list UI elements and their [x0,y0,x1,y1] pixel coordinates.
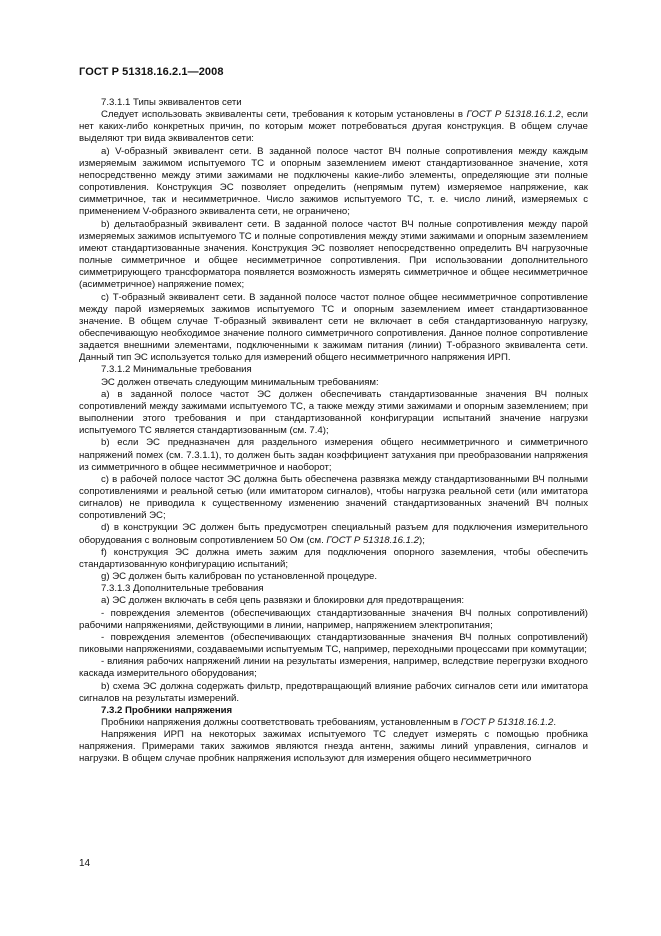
paragraph [79,717,588,729]
standard-reference: ГОСТ Р 51318.16.1.2 [460,716,554,728]
paragraph [79,474,588,523]
paragraph [79,595,588,607]
paragraph [79,109,588,145]
paragraph [79,571,588,583]
paragraph-text: b) схема ЭС должна содержать фильтр, предотвращающий влияние рабочих сигналов сети или имитатора сигналов на результаты измерений. [79,680,588,704]
paragraph-text: a) в заданной полосе частот ЭС должен обеспечивать стандартизованные значения ВЧ полных сопротивлений между зажимами испытуемого ТС, а также между этими зажимами и опорным заземлением; при выполнении этого требования и при стандартизованной конфигурации испытаний значение нагрузки испытуемого ТС является стандартизованным (см. 7.4); [79,388,588,437]
paragraph-text: - повреждения элементов (обеспечивающих стандартизованные значения ВЧ полных сопротивлений) рабочими напряжениями, действующими в линии, например, напряжением электропитания; [79,607,588,631]
paragraph [79,681,588,705]
paragraph [79,437,588,473]
standard-reference: ГОСТ Р 51318.16.1.2 [466,109,561,121]
paragraph-text: b) дельтаобразный эквивалент сети. В заданной полосе частот ВЧ полные сопротивления между парой измеряемых зажимов испытуемого ТС и полные сопротивления между этими зажимами и опорным заземлением имеют стандартизованные значения. Конструкция ЭС позволяет непосредственно определить ВЧ нагрузочные полные симметричное и общее несимметричное сопротивления. При использовании дополнительного симметрирующего трансформатора появляется возможность измерять симметричное и общее несимметричное (асимметричное) напряжение помех; [79,218,588,291]
paragraph [79,377,588,389]
paragraph-text: - влияния рабочих напряжений линии на результаты измерения, например, вследствие перегрузки входного каскада измерительного оборудования; [79,656,588,680]
paragraph [79,729,588,765]
paragraph-text: 7.3.2 Пробники напряжения [101,704,233,716]
paragraph-text: , если нет каких-либо конкретных причин, по которым может потребоваться другая конструкция. В общем случае выделяют три вида эквивалентов сети: [79,109,588,145]
paragraph [79,97,588,109]
paragraph [79,656,588,680]
page-number: 14 [79,858,91,869]
paragraph [79,705,588,717]
paragraph-text: g) ЭС должен быть калиброван по установленной процедуре. [101,571,378,583]
paragraph-text: ); [419,534,425,546]
standard-reference: ГОСТ Р 51318.16.1.2 [326,534,419,546]
paragraph [79,547,588,571]
paragraph [79,389,588,438]
paragraph-text: . [553,716,557,728]
paragraph-text: 7.3.1.3 Дополнительные требования [101,583,264,595]
paragraph [79,292,588,365]
paragraph-text: - повреждения элементов (обеспечивающих стандартизованные значения ВЧ полных сопротивлений) пиковыми напряжениями, создаваемыми испытуемым ТС, например, переходными процессами при коммутации; [79,631,588,656]
paragraph-text: 7.3.1.2 Минимальные требования [101,364,252,376]
paragraph-text: Следует использовать эквиваленты сети, требования к которым установлены в [101,109,467,121]
paragraph-text: a) ЭС должен включать в себя цепь развязки и блокировки для предотвращения: [101,595,465,607]
paragraph-text: f) конструкция ЭС должна иметь зажим для подключения опорного заземления, чтобы обеспечить стандартизованную конфигурацию испытаний; [79,546,588,570]
paragraph [79,522,588,546]
paragraph [79,608,588,632]
paragraph-text: 7.3.1.1 Типы эквивалентов сети [101,97,242,108]
paragraph [79,364,588,376]
paragraph-text: c) Т-образный эквивалент сети. В заданной полосе частот полное общее несимметричное сопротивление между парой измеряемых зажимов испытуемого ТС и опорным заземлением имеет стандартизованное значение. В общем случае Т-образный эквивалент сети не включает в себя стандартизованную нагрузку, обеспечивающую необходимое значение полного симметричного сопротивления. Данное полное сопротивление задается внешними элементами, подключенными к зажимам питания (линии) Т-образного эквивалента сети. Данный тип ЭС используется только для измерений общего несимметричного напряжения ИРП. [79,291,588,364]
document-header: ГОСТ Р 51318.16.2.1—2008 [79,66,224,78]
paragraph-text: Пробники напряжения должны соответствовать требованиям, установленным в [101,716,461,728]
paragraph-text: c) в рабочей полосе частот ЭС должна быть обеспечена развязка между стандартизованными ВЧ полными сопротивлениями и реальной сетью (или имитатором сигналов), чтобы нагрузка реальной сети (или имитатора сигналов) не приводила к существенному изменению значений стандартизованных значений ВЧ полных сопротивлений ЭС; [79,473,588,522]
paragraph [79,632,588,656]
paragraph-text: b) если ЭС предназначен для раздельного измерения общего несимметричного и симметричного напряжений помех (см. 7.3.1.1), то должен быть задан коэффициент затухания при преобразовании напряжения из симметричного в общее несимметричное и наоборот; [79,437,588,473]
paragraph-text: ЭС должен отвечать следующим минимальным требованиям: [101,376,379,388]
paragraph [79,219,588,292]
paragraph [79,583,588,595]
paragraph-text: a) V-образный эквивалент сети. В заданной полосе частот ВЧ полные сопротивления между каждым измеряемым зажимом испытуемого ТС и опорным заземлением имеют стандартизованное значение, хотя непосредственно между этими зажимами не подключены какие-либо элементы, определяющие эти полные сопротивления. Конструкция ЭС позволяет определить (непрямым путем) измеряемое напряжение, как симметричное, так и несимметричное. Число зажимов испытуемого ТС, т. е. число линий, измеряемых с применением V-образного эквивалента сети, не ограничено; [79,145,588,218]
paragraph-text: d) в конструкции ЭС должен быть предусмотрен специальный разъем для подключения измерительного оборудования с волновым сопротивлением 50 Ом (см. [79,522,588,546]
document-body [79,97,588,766]
paragraph-text: Напряжения ИРП на некоторых зажимах испытуемого ТС следует измерять с помощью пробника напряжения. Примерами таких зажимов являются гнезда антенн, зажимы линий управления, сигналов и нагрузки. В общем случае пробник напряжения используют для измерения общего несимметричного [79,729,588,765]
paragraph [79,146,588,219]
